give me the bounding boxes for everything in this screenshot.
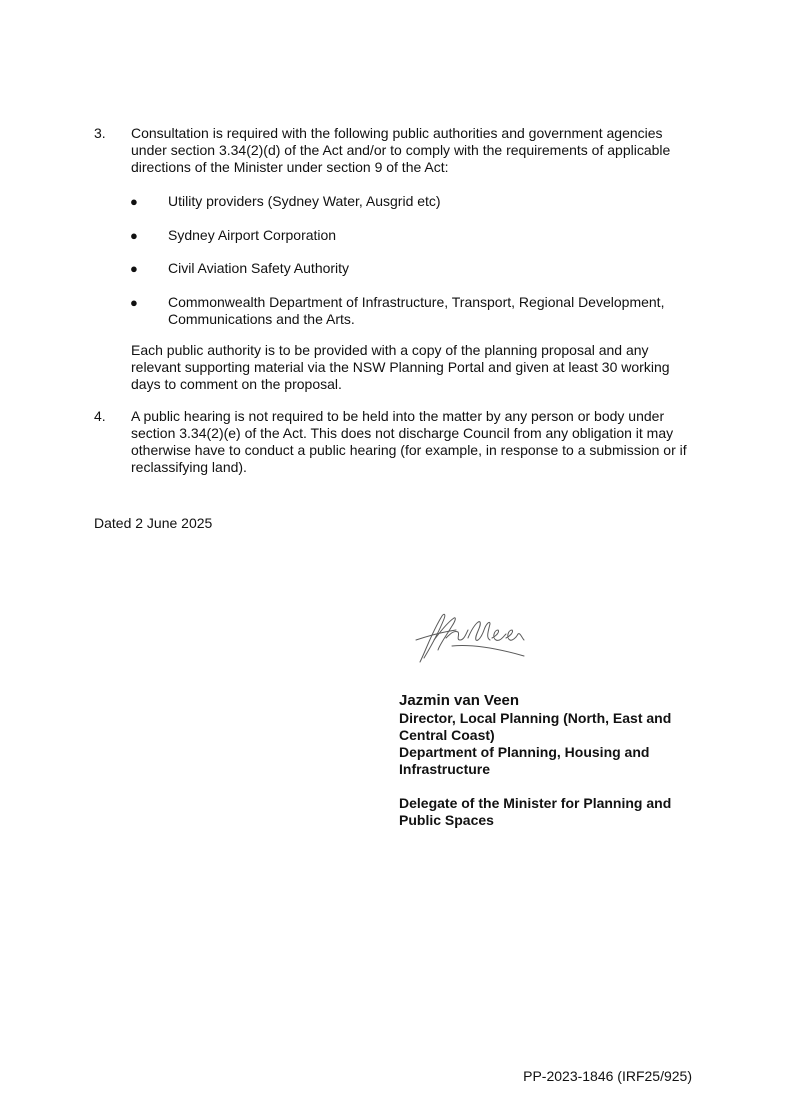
list-item-text: Commonwealth Department of Infrastructure, Transport, Regional Development, Communications and the Arts. [168, 294, 665, 327]
signatory-department: Department of Planning, Housing and [399, 744, 650, 760]
bullet-icon: ● [130, 194, 138, 209]
clause-text: A public hearing is not required to be held into the matter by any person or body under section 3.34(2)(e) of the Act. This does not discharge Council from any obligation it may otherwise have to conduct a public hearing (for example, in response to a submission or if reclassifying land). [131, 408, 687, 475]
signatory-title-cont: Central Coast) [399, 727, 495, 743]
signatory-name: Jazmin van Veen [399, 692, 520, 709]
list-item-text: Civil Aviation Safety Authority [168, 260, 350, 276]
bullet-icon: ● [130, 295, 138, 310]
signatory-title: Director, Local Planning (North, East and [399, 710, 672, 726]
signature-image [412, 610, 532, 666]
list-item-text: Sydney Airport Corporation [168, 227, 337, 243]
delegate-line: Delegate of the Minister for Planning and [399, 795, 672, 811]
clause-number: 4. [94, 408, 106, 424]
bullet-icon: ● [130, 261, 138, 276]
signatory-department-cont: Infrastructure [399, 761, 491, 777]
clause-closing: Each public authority is to be provided with a copy of the planning proposal and any relevant supporting material via the NSW Planning Portal and given at least 30 working days to comment on the proposal. [131, 342, 670, 392]
delegate-line-cont: Public Spaces [399, 812, 494, 828]
clause-number: 3. [94, 125, 106, 141]
document-reference: PP-2023-1846 (IRF25/925) [523, 1068, 692, 1084]
signatory-block [399, 692, 719, 829]
bullet-icon: ● [130, 228, 138, 243]
list-item-text: Utility providers (Sydney Water, Ausgrid etc) [168, 193, 441, 209]
clause-intro: Consultation is required with the following public authorities and government agencies under section 3.34(2)(d) of the Act and/or to comply with the requirements of applicable directions of the Minister under section 9 of the Act: [131, 125, 671, 175]
date-line: Dated 2 June 2025 [94, 515, 213, 531]
